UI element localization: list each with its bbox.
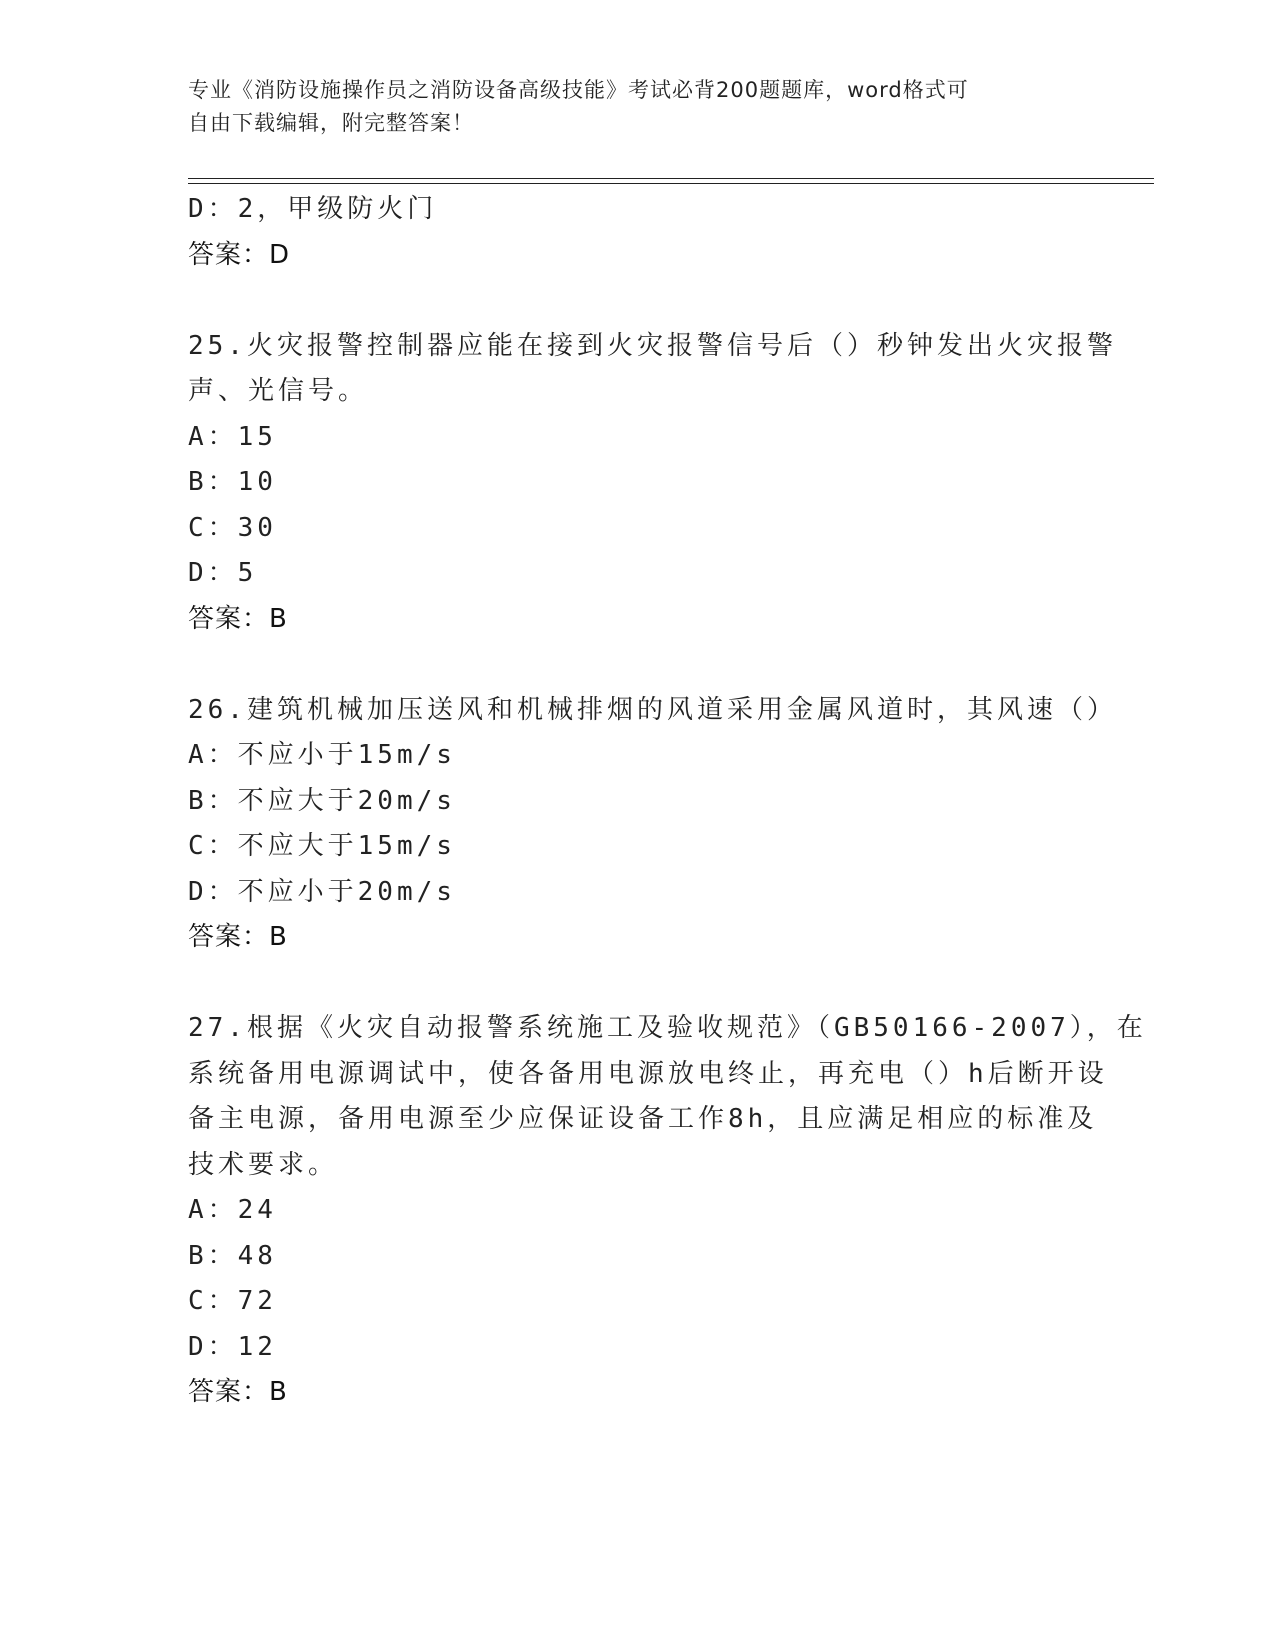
- option-d: D：5: [188, 558, 258, 588]
- answer-value: B: [269, 1377, 288, 1407]
- question-text-line: 备主电源，备用电源至少应保证设备工作8h，且应满足相应的标准及: [188, 1104, 1098, 1134]
- answer-line: [188, 597, 1088, 643]
- answer-label: 答案：: [188, 239, 270, 270]
- answer-label: 答案：: [188, 603, 270, 634]
- question-text-line: 系统备用电源调试中，使各备用电源放电终止，再充电（）h后断开设: [188, 1058, 1108, 1089]
- header-divider-top: [188, 178, 1154, 179]
- question-block-25: [188, 324, 1117, 643]
- question-gap: [188, 278, 1088, 324]
- option-d: D：不应小于20m/s: [188, 876, 456, 907]
- document-body: [188, 187, 1147, 1416]
- option-b: B：48: [188, 1240, 277, 1271]
- option-c: C：30: [188, 512, 277, 543]
- option-a: A：24: [188, 1195, 277, 1225]
- question-gap: [188, 642, 1088, 688]
- answer-label: 答案：: [188, 922, 270, 952]
- option-b: B：10: [188, 467, 277, 497]
- question-text-line: 25.火灾报警控制器应能在接到火灾报警信号后（）秒钟发出火灾报警: [188, 330, 1117, 361]
- option-c: C：不应大于15m/s: [188, 831, 456, 861]
- answer-value: B: [269, 922, 288, 952]
- option-b: B：不应大于20m/s: [188, 785, 456, 816]
- question-block-26: [188, 688, 1117, 961]
- document-header: [188, 74, 1068, 140]
- option-a: A：15: [188, 421, 277, 452]
- answer-line: [188, 915, 1088, 961]
- option-a: A：不应小于15m/s: [188, 740, 456, 770]
- question-block-27: [188, 1006, 1147, 1416]
- answer-label: 答案：: [188, 1377, 270, 1407]
- option-d: D：2，甲级防火门: [188, 194, 438, 224]
- answer-value: D: [269, 239, 291, 270]
- header-divider-bottom: [188, 183, 1154, 184]
- question-text-line: 声、光信号。: [188, 376, 369, 406]
- option-c: C：72: [188, 1286, 277, 1316]
- question-text-line: 27.根据《火灾自动报警系统施工及验收规范》（GB50166-2007），在: [188, 1013, 1147, 1043]
- question-text-line: 技术要求。: [188, 1149, 339, 1180]
- header-line-1: 专业《消防设施操作员之消防设备高级技能》考试必背200题题库，word格式可: [188, 78, 969, 102]
- header-line-2: 自由下载编辑，附完整答案！: [188, 111, 474, 135]
- question-gap: [188, 961, 1088, 1007]
- question-text-line: 26.建筑机械加压送风和机械排烟的风道采用金属风道时，其风速（）: [188, 694, 1117, 725]
- option-d: D：12: [188, 1331, 277, 1362]
- answer-line: [188, 1370, 1088, 1416]
- answer-line: [188, 233, 1088, 279]
- answer-value: B: [269, 603, 288, 634]
